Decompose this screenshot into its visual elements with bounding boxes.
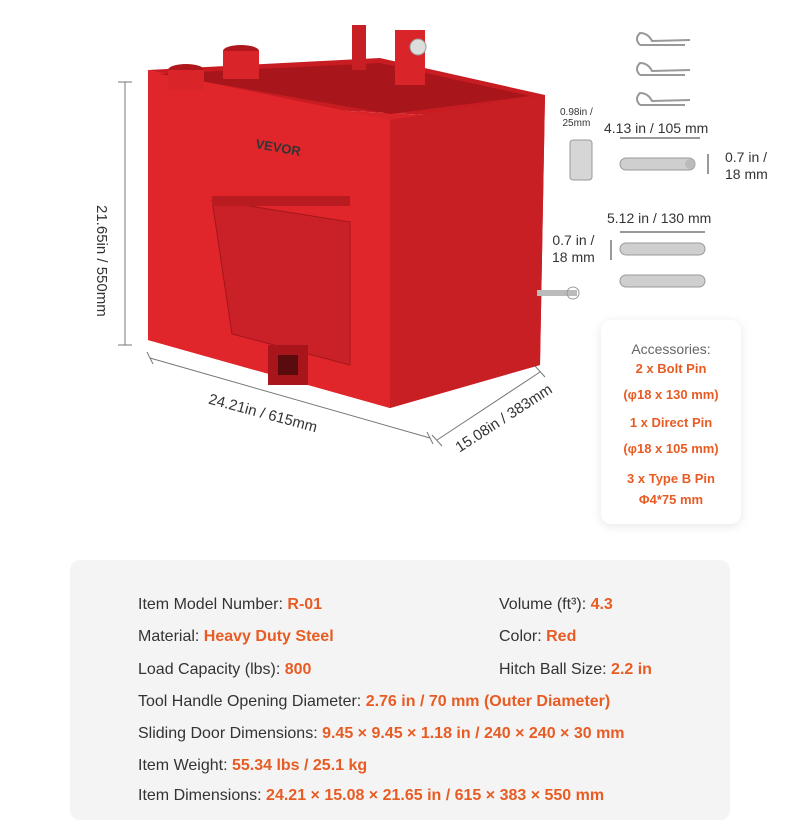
bolt-pin-icon bbox=[620, 243, 705, 287]
accessory-item: (φ18 x 130 mm) bbox=[623, 387, 719, 402]
spec-value: 55.34 lbs / 25.1 kg bbox=[231, 757, 368, 774]
dimension-direct-pin-length: 4.13 in / 105 mm bbox=[604, 120, 709, 136]
dimension-sleeve: 0.98in / 25mm bbox=[560, 107, 593, 129]
accessory-item: (φ18 x 105 mm) bbox=[623, 441, 719, 456]
spec-load bbox=[138, 661, 311, 679]
direct-pin-icon bbox=[620, 158, 695, 170]
spec-tool-handle bbox=[138, 693, 610, 711]
dimension-width: 24.21in / 615mm bbox=[206, 390, 320, 437]
dimension-bolt-pin-diameter: 0.7 in / 18 mm bbox=[552, 232, 595, 265]
accessory-item: 3 x Type B Pin bbox=[627, 471, 715, 486]
spec-item-dimensions bbox=[138, 787, 604, 805]
spec-label: Item Dimensions: bbox=[138, 787, 267, 804]
spec-label: Hitch Ball Size: bbox=[499, 661, 612, 678]
spec-label: Color: bbox=[499, 628, 547, 645]
accessory-item: Φ4*75 mm bbox=[638, 492, 704, 507]
spec-volume bbox=[499, 596, 613, 614]
accessory-item: 2 x Bolt Pin bbox=[635, 361, 707, 376]
spec-label: Volume (ft³): bbox=[499, 596, 591, 613]
spec-weight bbox=[138, 757, 367, 775]
dimension-height: 21.65in / 550mm bbox=[93, 205, 110, 317]
spec-value: 2.76 in / 70 mm (Outer Diameter) bbox=[365, 693, 611, 710]
dimension-direct-pin-diameter: 0.7 in / 18 mm bbox=[725, 149, 768, 182]
brand-logo: VEVOR bbox=[254, 136, 302, 159]
dimension-depth: 15.08in / 383mm bbox=[452, 380, 556, 457]
spec-label: Tool Handle Opening Diameter: bbox=[138, 693, 366, 710]
spec-label: Load Capacity (lbs): bbox=[138, 661, 285, 678]
spec-value: R-01 bbox=[287, 596, 323, 613]
spec-sliding-door bbox=[138, 725, 625, 743]
accessory-item: 1 x Direct Pin bbox=[629, 415, 713, 430]
dimension-bolt-pin-length: 5.12 in / 130 mm bbox=[607, 210, 712, 226]
spec-label: Material: bbox=[138, 628, 204, 645]
spec-material bbox=[138, 628, 334, 646]
accessories-card bbox=[601, 320, 741, 524]
type-b-pin-icon bbox=[637, 33, 690, 105]
spec-model bbox=[138, 596, 322, 614]
spec-label: Item Model Number: bbox=[138, 596, 288, 613]
spec-label: Item Weight: bbox=[138, 757, 232, 774]
spec-value: 2.2 in bbox=[611, 661, 652, 678]
sleeve-icon bbox=[570, 140, 592, 180]
spec-value: 800 bbox=[284, 661, 312, 678]
spec-color bbox=[499, 628, 576, 646]
spec-label: Sliding Door Dimensions: bbox=[138, 725, 323, 742]
spec-value: Heavy Duty Steel bbox=[203, 628, 334, 645]
spec-value: Red bbox=[546, 628, 577, 645]
ballast-box bbox=[148, 25, 579, 408]
accessories-title: Accessories: bbox=[631, 341, 711, 357]
spec-value: 9.45 × 9.45 × 1.18 in / 240 × 240 × 30 mm bbox=[322, 725, 625, 742]
spec-value: 4.3 bbox=[590, 596, 613, 613]
spec-value: 24.21 × 15.08 × 21.65 in / 615 × 383 × 550 mm bbox=[266, 787, 605, 804]
spec-hitch bbox=[499, 661, 652, 679]
